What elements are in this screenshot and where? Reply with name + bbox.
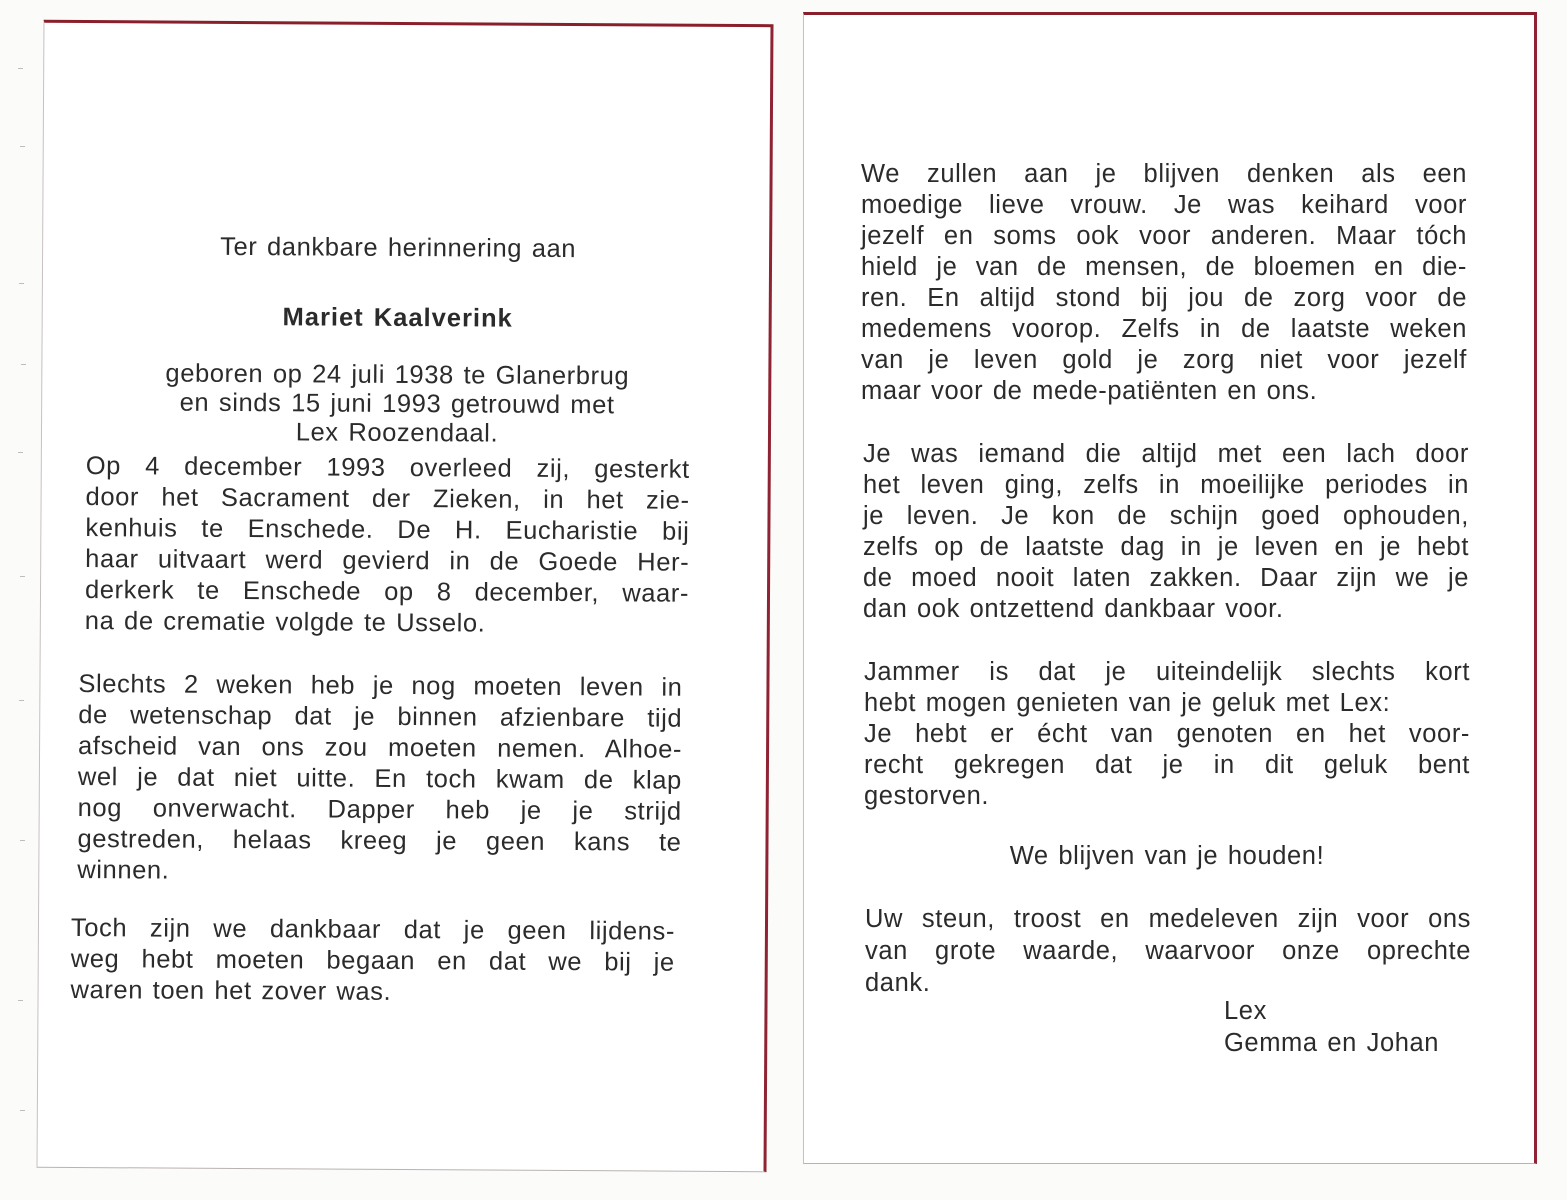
paragraph-line: dank. xyxy=(865,969,931,997)
deceased-name xyxy=(43,301,753,336)
paragraph-line: van je leven gold je zorg niet voor jezelf xyxy=(861,346,1467,374)
paragraph-line: wel je dat niet uitte. En toch kwam de klap xyxy=(77,763,682,795)
paragraph-line: derkerk te Enschede op 8 december, waar- xyxy=(84,576,690,608)
paragraph-line: gestreden, helaas kreeg je geen kans te xyxy=(77,825,682,857)
paragraph-line: dan ook ontzettend dankbaar voor. xyxy=(863,595,1284,623)
scan-mark xyxy=(21,364,26,365)
paragraph-line: Slechts 2 weken heb je nog moeten leven in xyxy=(78,670,683,702)
illness-paragraph xyxy=(77,669,682,890)
signature-block xyxy=(1224,995,1484,1059)
paragraph-line: waren toen het zover was. xyxy=(70,975,392,1006)
scan-mark xyxy=(20,576,25,577)
scan-mark xyxy=(18,452,23,453)
paragraph-line: na de crematie volgde te Usselo. xyxy=(84,607,486,638)
paragraph-line: kenhuis te Enschede. De H. Eucharistie bij xyxy=(85,514,690,546)
birth-line: en sinds 15 juni 1993 getrouwd met xyxy=(179,388,615,420)
scan-mark xyxy=(18,1000,23,1001)
paragraph-line: ren. En altijd stond bij jou de zorg voor de xyxy=(861,284,1467,312)
paragraph-line: hield je van de mensen, de bloemen en die- xyxy=(861,253,1467,281)
closing-line xyxy=(864,841,1470,872)
paragraph-line: maar voor de mede-patiënten en ons. xyxy=(861,377,1318,405)
scan-mark xyxy=(18,68,23,69)
paragraph-line: de wetenschap dat je binnen afzienbare tijd xyxy=(78,701,683,733)
paragraph-line: moedige lieve vrouw. Je was keihard voor xyxy=(861,191,1467,219)
paragraph-line: zelfs op de laatste dag in je leven en je hebt xyxy=(863,533,1469,561)
intro-heading xyxy=(43,231,753,266)
paragraph-line: recht gekregen dat je in dit geluk bent xyxy=(864,751,1470,779)
happiness-paragraph xyxy=(864,657,1470,812)
paragraph-line: winnen. xyxy=(77,856,170,885)
paragraph-line: door het Sacrament der Zieken, in het zie- xyxy=(85,483,690,515)
paragraph-line: van grote waarde, waarvoor onze oprechte xyxy=(865,937,1471,965)
scan-mark xyxy=(19,700,24,701)
paragraph-line: je leven. Je kon de schijn goed ophouden, xyxy=(863,502,1469,530)
paragraph-line: nog onverwacht. Dapper heb je je strijd xyxy=(77,794,682,826)
signature-line: Lex xyxy=(1224,997,1267,1025)
character-paragraph xyxy=(863,439,1469,625)
paragraph-line: Je hebt er écht van genoten en het voor- xyxy=(864,720,1470,748)
birth-line: geboren op 24 juli 1938 te Glanerbrug xyxy=(165,359,630,391)
paragraph-line: weg hebt moeten begaan en dat we bij je xyxy=(70,944,675,977)
paragraph-line: haar uitvaart werd gevierd in de Goede Her- xyxy=(85,545,690,577)
scan-mark xyxy=(19,283,24,284)
paragraph-line: Toch zijn we dankbaar dat je geen lijdens- xyxy=(70,913,676,946)
death-paragraph xyxy=(85,451,690,641)
gratitude-paragraph xyxy=(70,913,675,1010)
paragraph-line: de moed nooit laten zakken. Daar zijn we je xyxy=(863,564,1469,592)
paragraph-line: hebt mogen genieten van je geluk met Lex: xyxy=(864,689,1391,717)
paragraph-line: jezelf en soms ook voor anderen. Maar tóch xyxy=(861,222,1467,250)
scan-mark xyxy=(20,146,25,147)
memorial-card-left xyxy=(37,20,774,1172)
memorial-card-right xyxy=(803,12,1537,1164)
paragraph-line: gestorven. xyxy=(864,782,990,810)
signature-line: Gemma en Johan xyxy=(1224,1029,1440,1057)
intro-text: Ter dankbare herinnering aan xyxy=(220,232,577,264)
paragraph-line: Je was iemand die altijd met een lach door xyxy=(863,440,1469,468)
birth-line: Lex Roozendaal. xyxy=(295,418,499,448)
thanks-paragraph xyxy=(865,903,1471,999)
remembrance-paragraph xyxy=(861,159,1467,407)
paragraph-line: het leven ging, zelfs in moeilijke periodes in xyxy=(863,471,1469,499)
closing-text: We blijven van je houden! xyxy=(1009,842,1325,870)
paragraph-line: medemens voorop. Zelfs in de laatste weken xyxy=(861,315,1467,343)
paragraph-line: Op 4 december 1993 overleed zij, gesterkt xyxy=(85,452,690,484)
name-text: Mariet Kaalverink xyxy=(282,303,513,333)
paragraph-line: We zullen aan je blijven denken als een xyxy=(861,160,1467,188)
birth-marriage-block xyxy=(72,359,723,450)
paragraph-line: Uw steun, troost en medeleven zijn voor ons xyxy=(865,905,1471,933)
paragraph-line: afscheid van ons zou moeten nemen. Alhoe- xyxy=(77,732,683,764)
paragraph-line: Jammer is dat je uiteindelijk slechts kort xyxy=(864,658,1470,686)
scan-mark xyxy=(20,1110,25,1111)
scan-mark xyxy=(20,840,25,841)
